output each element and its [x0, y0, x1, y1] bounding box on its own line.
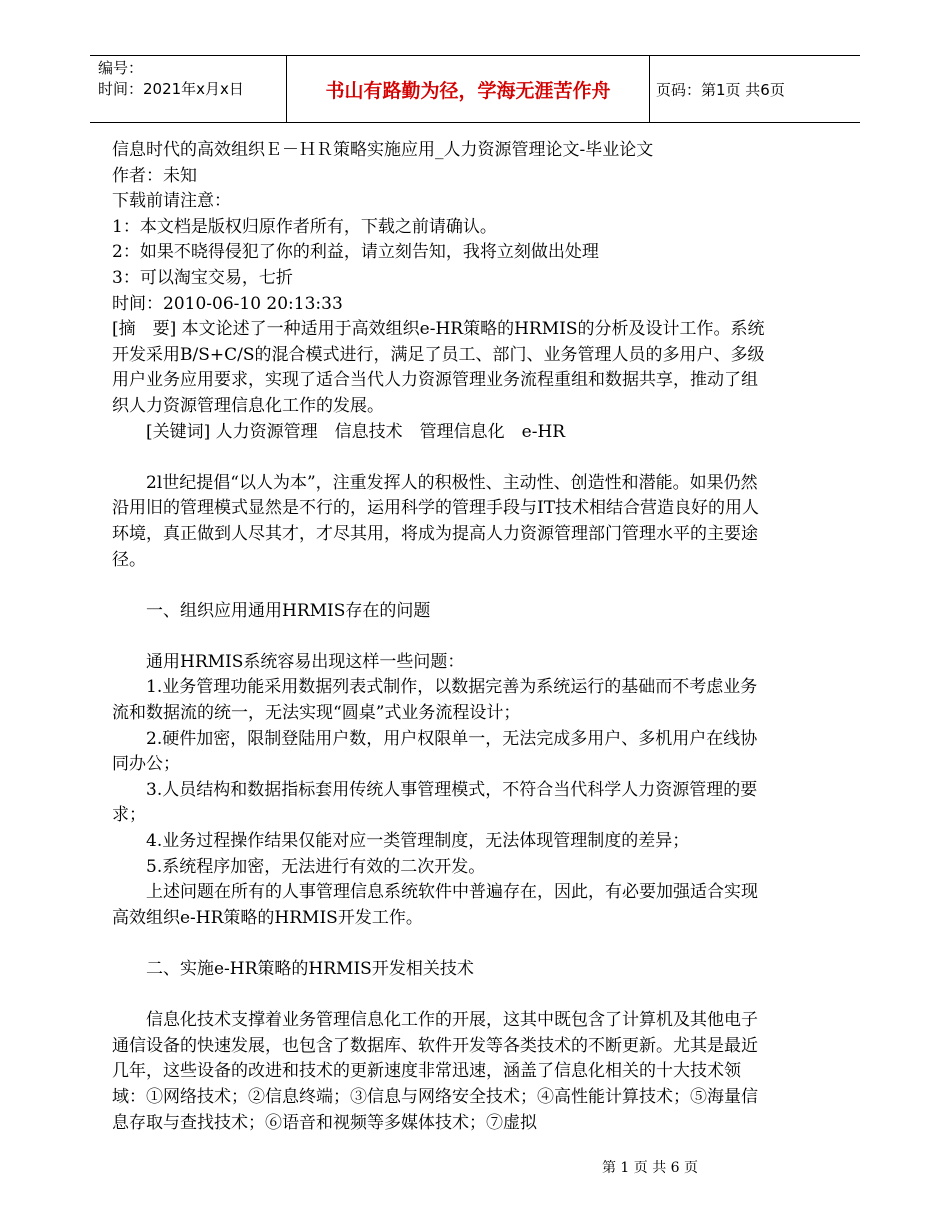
section1-item: 5.系统程序加密，无法进行有效的二次开发。: [146, 856, 486, 877]
header-time: 时间：2021年x月x日: [98, 80, 244, 98]
document-body: [112, 138, 772, 1136]
section1-heading: 一、组织应用通用HRMIS存在的问题: [146, 600, 431, 621]
notice-item-3: 3：可以淘宝交易，七折: [112, 267, 293, 288]
section2-paragraph: 信息化技术支撑着业务管理信息化工作的开展，这其中既包含了计算机及其他电子通信设备的快速发展，也包含了数据库、软件开发等各类技术的不断更新。尤其是最近几年，这些设备的改进和技术的更新速度非常迅速，涵盖了信息化相关的十大技术领域：①网络技术；②信息终端；③信息与网络安全技术；④高性能计算技术；⑤海量信息存取与查找技术；⑥语音和视频等多媒体技术；⑦虚拟: [112, 1010, 758, 1133]
intro-paragraph: 2l世纪提倡“以人为本”，注重发挥人的积极性、主动性、创造性和潜能。如果仍然沿用旧的管理模式显然是不行的，运用科学的管理手段与IT技术相结合营造良好的用人环境，真正做到人尽其才，才尽其用，将成为提高人力资源管理部门管理水平的主要途径。: [112, 472, 760, 570]
abstract: [摘 要] 本文论述了一种适用于高效组织e-HR策略的HRMIS的分析及设计工作。系统开发采用B/S+C/S的混合模式进行，满足了员工、部门、业务管理人员的多用户、多级用户业务应用要求，实现了适合当代人力资源管理业务流程重组和数据共享，推动了组织人力资源管理信息化工作的发展。: [112, 319, 765, 416]
header-motto: 书山有路勤为径，学海无涯苦作舟: [286, 56, 650, 122]
section2-heading: 二、实施e-HR策略的HRMIS开发相关技术: [146, 959, 474, 979]
keywords: [关键词] 人力资源管理 信息技术 管理信息化 e-HR: [146, 421, 566, 442]
header-meta: [98, 58, 288, 100]
section1-item: 4.业务过程操作结果仅能对应一类管理制度，无法体现管理制度的差异；: [146, 831, 690, 852]
section1-summary: 上述问题在所有的人事管理信息系统软件中普遍存在，因此，有必要加强适合实现高效组织e-HR策略的HRMIS开发工作。: [112, 882, 758, 928]
article-title: 信息时代的高效组织Ｅ－ＨＲ策略实施应用_人力资源管理论文-毕业论文: [112, 140, 654, 160]
section1-item: 1.业务管理功能采用数据列表式制作，以数据完善为系统运行的基础而不考虑业务流和数据流的统一，无法实现“圆桌”式业务流程设计；: [112, 677, 758, 724]
section1-item: 2.硬件加密，限制登陆用户数，用户权限单一，无法完成多用户、多机用户在线协同办公；: [112, 728, 758, 775]
section1-lead: 通用HRMIS系统容易出现这样一些问题：: [146, 651, 465, 672]
header-page-info: 页码：第1页 共6页: [656, 80, 785, 99]
page-header: [90, 55, 860, 123]
notice-item-1: 1：本文档是版权归原作者所有，下载之前请确认。: [112, 216, 497, 237]
section1-item: 3.人员结构和数据指标套用传统人事管理模式，不符合当代科学人力资源管理的要求；: [112, 779, 758, 826]
page-footer: 第 1 页 共 6 页: [601, 1160, 699, 1176]
notice-title: 下载前请注意：: [112, 191, 231, 212]
notice-item-2: 2：如果不晓得侵犯了你的利益，请立刻告知，我将立刻做出处理: [112, 242, 599, 263]
doc-number-label: 编号：: [98, 59, 144, 77]
article-time: 时间：2010-06-10 20:13:33: [112, 293, 343, 314]
article-author: 作者：未知: [112, 165, 197, 186]
